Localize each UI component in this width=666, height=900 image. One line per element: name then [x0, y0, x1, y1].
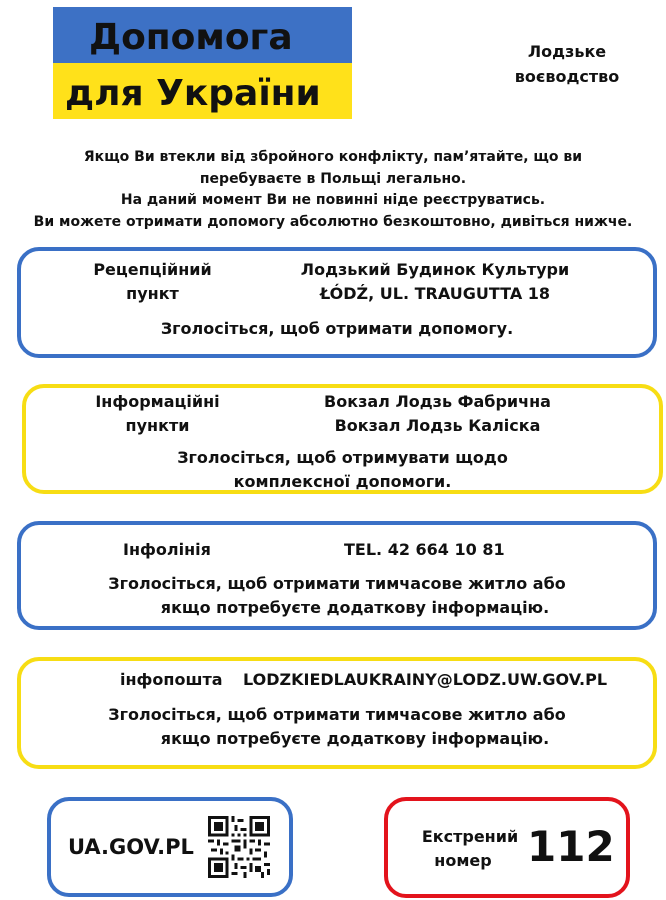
intro-line-3: На даний момент Ви не повинні ніде реєструватись. [120, 192, 546, 208]
infomail-label: інфопошта [120, 670, 223, 689]
title-line-2: для України [65, 73, 321, 114]
emergency-label [415, 825, 525, 873]
info-points-place-1: Вокзал Лодзь Фабрична [324, 392, 551, 411]
reception-place-line-1: Лодзький Будинок Культури [300, 260, 570, 279]
emergency-number[interactable]: 112 [527, 822, 615, 871]
infoline-note-line-2: якщо потребуєте додаткову інформацію. [160, 598, 550, 617]
info-points-place-2: Вокзал Лодзь Каліска [334, 416, 541, 435]
region-line-2: воєводство [514, 67, 620, 86]
infomail-note-line-2: якщо потребуєте додаткову інформацію. [160, 729, 550, 748]
infomail-email[interactable]: LODZKIEDLAUKRAINY@LODZ.UW.GOV.PL [243, 670, 608, 689]
infomail-note [17, 703, 657, 751]
reception-place [280, 258, 590, 306]
reception-label-line-2: пункт [126, 284, 179, 303]
reception-label-line-1: Рецепційний [93, 260, 212, 279]
info-points-note [22, 446, 663, 494]
infoline-label: Інфолінія [123, 540, 211, 559]
region-name [492, 39, 642, 89]
title-line-1: Допомога [89, 17, 293, 58]
intro-text [0, 147, 666, 233]
emergency-label-line-2: номер [434, 851, 492, 870]
info-points-places [300, 390, 575, 438]
infoline-note [17, 572, 657, 620]
reception-place-line-2: ŁÓDŹ, UL. TRAUGUTTA 18 [319, 284, 551, 303]
info-points-note-line-2: комплексної допомоги. [233, 472, 452, 491]
infomail-note-line-1: Зголосіться, щоб отримати тимчасове житло або [108, 705, 566, 724]
reception-label [80, 258, 225, 306]
info-points-note-line-1: Зголосіться, щоб отримувати щодо [177, 448, 508, 467]
website-url[interactable]: UA.GOV.PL [68, 835, 194, 859]
info-points-label-line-2: пункти [125, 416, 190, 435]
intro-line-2: перебуваєте в Польщі легально. [199, 170, 467, 187]
qr-code-icon[interactable] [208, 816, 270, 878]
info-points-label [80, 390, 235, 438]
infoline-phone[interactable]: TEL. 42 664 10 81 [344, 540, 505, 559]
flag-banner [53, 7, 352, 119]
info-points-label-line-1: Інформаційні [95, 392, 220, 411]
region-line-1: Лодзьке [527, 42, 607, 61]
reception-note: Зголосіться, щоб отримати допомогу. [160, 319, 514, 338]
emergency-label-line-1: Екстрений [421, 827, 519, 846]
infoline-note-line-1: Зголосіться, щоб отримати тимчасове житло або [108, 574, 566, 593]
intro-line-1: Якщо Ви втекли від збройного конфлікту, пам’ятайте, що ви [83, 149, 583, 165]
intro-line-4: Ви можете отримати допомогу абсолютно безкоштовно, дивіться нижче. [33, 213, 633, 230]
